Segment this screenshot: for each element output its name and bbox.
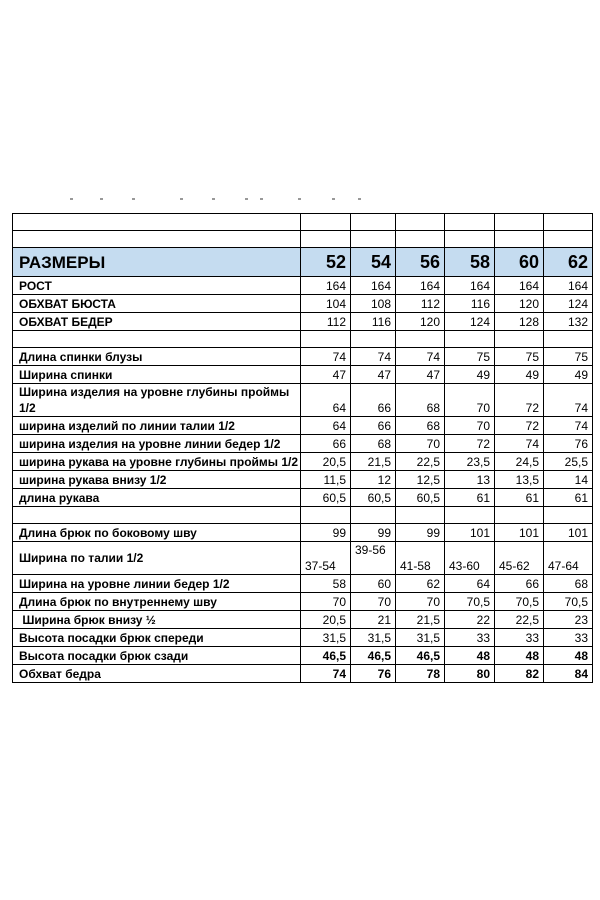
blank-row: [13, 231, 593, 248]
cell: 21,5: [351, 453, 396, 471]
row-label: Ширина брюк внизу ½: [13, 611, 301, 629]
faint-scan-marks: [70, 198, 370, 204]
cell: 22: [445, 611, 495, 629]
table-row: [13, 593, 593, 611]
cell: 22,5: [396, 453, 445, 471]
cell: 82: [495, 665, 544, 683]
cell: 61: [445, 489, 495, 507]
cell: 72: [445, 435, 495, 453]
row-label: Ширина спинки: [13, 366, 301, 384]
cell: 12: [351, 471, 396, 489]
row-label: ширина рукава на уровне глубины проймы 1/2: [13, 453, 301, 471]
cell: 39-56: [351, 542, 396, 575]
cell: 49: [544, 366, 593, 384]
cell: 108: [351, 295, 396, 313]
cell: 47: [301, 366, 351, 384]
cell: 112: [396, 295, 445, 313]
cell: 61: [495, 489, 544, 507]
cell: 46,5: [351, 647, 396, 665]
cell: 128: [495, 313, 544, 331]
size-54: 54: [351, 248, 396, 277]
cell: 101: [544, 524, 593, 542]
cell: 164: [301, 277, 351, 295]
cell: 66: [495, 575, 544, 593]
cell: 116: [351, 313, 396, 331]
table-row: [13, 277, 593, 295]
cell: 43-60: [445, 542, 495, 575]
blank-row: [13, 507, 593, 524]
cell: 64: [301, 384, 351, 417]
cell: 37-54: [301, 542, 351, 575]
cell: 20,5: [301, 611, 351, 629]
size-60: 60: [495, 248, 544, 277]
cell: 70: [396, 593, 445, 611]
cell: 33: [495, 629, 544, 647]
cell: 66: [301, 435, 351, 453]
cell: 74: [544, 417, 593, 435]
cell: 120: [396, 313, 445, 331]
row-label: Длина спинки блузы: [13, 348, 301, 366]
cell: 60,5: [351, 489, 396, 507]
cell: 68: [351, 435, 396, 453]
cell: 31,5: [351, 629, 396, 647]
cell: 68: [544, 575, 593, 593]
cell: 164: [495, 277, 544, 295]
cell: 70: [351, 593, 396, 611]
cell: 74: [301, 665, 351, 683]
size-62: 62: [544, 248, 593, 277]
cell: 99: [301, 524, 351, 542]
table-row: [13, 665, 593, 683]
blank-row: [13, 331, 593, 348]
cell: 116: [445, 295, 495, 313]
cell: 66: [351, 384, 396, 417]
cell: 13,5: [495, 471, 544, 489]
cell: 104: [301, 295, 351, 313]
size-52: 52: [301, 248, 351, 277]
cell: 74: [396, 348, 445, 366]
cell: 64: [445, 575, 495, 593]
cell: 22,5: [495, 611, 544, 629]
cell: 61: [544, 489, 593, 507]
cell: 76: [544, 435, 593, 453]
cell: 68: [396, 384, 445, 417]
cell: 74: [544, 384, 593, 417]
table-row: [13, 453, 593, 471]
cell: 14: [544, 471, 593, 489]
cell: 74: [301, 348, 351, 366]
cell: 21,5: [396, 611, 445, 629]
row-label: Ширина по талии 1/2: [13, 542, 301, 575]
cell: 124: [544, 295, 593, 313]
row-label: Длина брюк по внутреннему шву: [13, 593, 301, 611]
row-label: Высота посадки брюк сзади: [13, 647, 301, 665]
cell: 49: [445, 366, 495, 384]
blank-row: [13, 214, 593, 231]
cell: 70: [396, 435, 445, 453]
table-row: [13, 489, 593, 507]
cell: 46,5: [396, 647, 445, 665]
cell: 76: [351, 665, 396, 683]
cell: 75: [445, 348, 495, 366]
row-label: РОСТ: [13, 277, 301, 295]
cell: 25,5: [544, 453, 593, 471]
size-56: 56: [396, 248, 445, 277]
cell: 60,5: [301, 489, 351, 507]
cell: 33: [544, 629, 593, 647]
cell: 49: [495, 366, 544, 384]
table-row: [13, 417, 593, 435]
table-row: [13, 542, 593, 575]
cell: 64: [301, 417, 351, 435]
cell: 58: [301, 575, 351, 593]
cell: 112: [301, 313, 351, 331]
cell: 47: [396, 366, 445, 384]
table-row: [13, 647, 593, 665]
cell: 70: [445, 417, 495, 435]
row-label: ширина рукава внизу 1/2: [13, 471, 301, 489]
cell: 45-62: [495, 542, 544, 575]
table-row: [13, 366, 593, 384]
table-row: [13, 629, 593, 647]
table-row: [13, 575, 593, 593]
cell: 13: [445, 471, 495, 489]
cell: 48: [495, 647, 544, 665]
cell: 74: [351, 348, 396, 366]
cell: 75: [544, 348, 593, 366]
table-row: [13, 348, 593, 366]
cell: 72: [495, 417, 544, 435]
table-row: [13, 471, 593, 489]
size-58: 58: [445, 248, 495, 277]
cell: 80: [445, 665, 495, 683]
table-row: [13, 295, 593, 313]
cell: 101: [445, 524, 495, 542]
cell: 60: [351, 575, 396, 593]
table-row: [13, 313, 593, 331]
cell: 78: [396, 665, 445, 683]
cell: 68: [396, 417, 445, 435]
row-label: ширина изделий по линии талии 1/2: [13, 417, 301, 435]
cell: 62: [396, 575, 445, 593]
cell: 41-58: [396, 542, 445, 575]
cell: 12,5: [396, 471, 445, 489]
cell: 48: [445, 647, 495, 665]
cell: 48: [544, 647, 593, 665]
cell: 99: [396, 524, 445, 542]
cell: 84: [544, 665, 593, 683]
cell: 70,5: [445, 593, 495, 611]
sizes-header-label: РАЗМЕРЫ: [13, 248, 301, 277]
table-row: [13, 435, 593, 453]
table-row: [13, 611, 593, 629]
row-label: ОБХВАТ БЕДЕР: [13, 313, 301, 331]
cell: 23: [544, 611, 593, 629]
sizes-header-row: [13, 248, 593, 277]
cell: 164: [396, 277, 445, 295]
cell: 164: [351, 277, 396, 295]
row-label: ОБХВАТ БЮСТА: [13, 295, 301, 313]
cell: 70,5: [495, 593, 544, 611]
table-row: [13, 384, 593, 417]
cell: 11,5: [301, 471, 351, 489]
cell: 66: [351, 417, 396, 435]
cell: 70: [445, 384, 495, 417]
cell: 75: [495, 348, 544, 366]
row-label: Ширина на уровне линии бедер 1/2: [13, 575, 301, 593]
row-label: ширина изделия на уровне линии бедер 1/2: [13, 435, 301, 453]
cell: 24,5: [495, 453, 544, 471]
size-chart-table: [12, 213, 593, 683]
row-label: Ширина изделия на уровне глубины проймы 1/2: [13, 384, 301, 417]
cell: 47-64: [544, 542, 593, 575]
cell: 120: [495, 295, 544, 313]
cell: 23,5: [445, 453, 495, 471]
cell: 31,5: [301, 629, 351, 647]
row-label: Длина брюк по боковому шву: [13, 524, 301, 542]
table-row: [13, 524, 593, 542]
cell: 132: [544, 313, 593, 331]
cell: 124: [445, 313, 495, 331]
cell: 70: [301, 593, 351, 611]
cell: 21: [351, 611, 396, 629]
cell: 70,5: [544, 593, 593, 611]
cell: 164: [544, 277, 593, 295]
row-label: Обхват бедра: [13, 665, 301, 683]
cell: 72: [495, 384, 544, 417]
cell: 60,5: [396, 489, 445, 507]
cell: 47: [351, 366, 396, 384]
cell: 46,5: [301, 647, 351, 665]
cell: 20,5: [301, 453, 351, 471]
cell: 74: [495, 435, 544, 453]
cell: 99: [351, 524, 396, 542]
cell: 164: [445, 277, 495, 295]
row-label: длина рукава: [13, 489, 301, 507]
row-label: Высота посадки брюк спереди: [13, 629, 301, 647]
cell: 33: [445, 629, 495, 647]
cell: 31,5: [396, 629, 445, 647]
cell: 101: [495, 524, 544, 542]
